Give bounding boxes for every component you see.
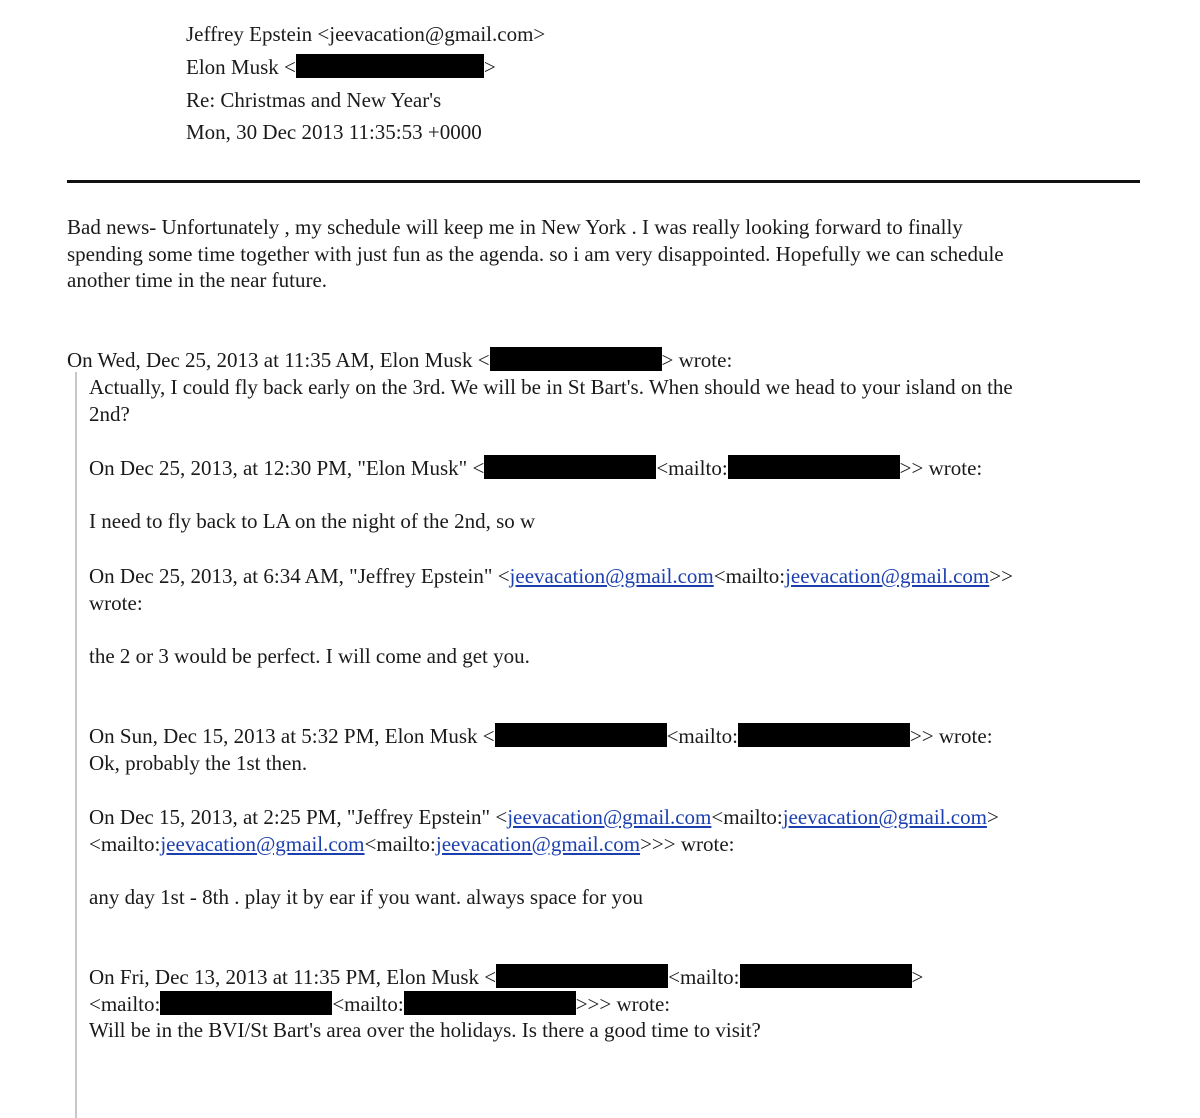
quote1-line: 2nd? xyxy=(89,401,130,426)
quote3-mailto: <mailto: xyxy=(713,564,786,588)
quote5-body xyxy=(89,884,643,911)
redaction-box xyxy=(740,964,912,988)
quote1-attr-post: > wrote: xyxy=(661,348,733,372)
quote6-attr-line1 xyxy=(89,964,923,991)
quote3-wrote: wrote: xyxy=(89,590,143,615)
quote4-body xyxy=(89,750,307,777)
quote4-attr-mid: <mailto: xyxy=(666,724,738,748)
quote6-close1: > xyxy=(911,965,924,989)
redaction-box xyxy=(160,991,332,1015)
quote6-attr-pre: On Fri, Dec 13, 2013 at 11:35 PM, Elon Musk < xyxy=(89,965,497,989)
email-link[interactable]: jeevacation@gmail.com xyxy=(435,831,641,856)
message-body xyxy=(67,214,1004,294)
quote2-line: I need to fly back to LA on the night of the 2nd, so w xyxy=(89,509,536,533)
redaction-box xyxy=(484,455,656,479)
quote6-mailto1: <mailto: xyxy=(668,965,740,989)
quote2-attr-pre: On Dec 25, 2013, at 12:30 PM, "Elon Musk" < xyxy=(89,456,485,480)
quote6-mailto2: <mailto: xyxy=(89,991,161,1016)
redaction-box xyxy=(496,964,668,988)
quote6-attr-line2 xyxy=(89,991,923,1018)
body-line: spending some time together with just fun as the agenda. so i am very disappointed. Hopefully we can schedule xyxy=(67,241,1004,266)
quote1-line: Actually, I could fly back early on the 3rd. We will be in St Bart's. When should we head to your island on the xyxy=(89,375,1013,399)
email-link[interactable]: jeevacation@gmail.com xyxy=(785,564,990,588)
quote2-attribution xyxy=(89,455,982,482)
quote2-attr-mid: <mailto: xyxy=(656,456,728,480)
email-link[interactable]: jeevacation@gmail.com xyxy=(509,564,714,588)
quote5-line: any day 1st - 8th . play it by ear if you want. always space for you xyxy=(89,885,644,909)
from-value: Jeffrey Epstein <jeevacation@gmail.com> xyxy=(186,22,546,46)
quote4-attr-post: >> wrote: xyxy=(909,724,993,748)
date-value: Mon, 30 Dec 2013 11:35:53 +0000 xyxy=(186,120,482,144)
email-link[interactable]: jeevacation@gmail.com xyxy=(507,805,712,829)
quote5-close1: > xyxy=(986,805,999,829)
quote1-attribution xyxy=(67,347,732,374)
quote4-line: Ok, probably the 1st then. xyxy=(89,751,308,775)
quote3-attr-post: >> xyxy=(989,564,1013,588)
quote3-attr-line xyxy=(89,563,1013,590)
quote4-attribution xyxy=(89,723,993,750)
to-value-pre: Elon Musk < xyxy=(186,55,296,79)
quote1-body xyxy=(89,374,1013,427)
quote4-attr-pre: On Sun, Dec 15, 2013 at 5:32 PM, Elon Musk < xyxy=(89,724,495,748)
redaction-box xyxy=(296,54,484,78)
quote6-attribution xyxy=(89,964,923,1044)
quote3-line: the 2 or 3 would be perfect. I will come and get you. xyxy=(89,644,530,668)
quote1-attr-pre: On Wed, Dec 25, 2013 at 11:35 AM, Elon Musk < xyxy=(67,348,490,372)
quote5-attr-line1 xyxy=(89,804,999,831)
quote5-attr-post: >>> wrote: xyxy=(640,831,735,856)
redaction-box xyxy=(490,347,662,371)
to-value-post: > xyxy=(483,55,496,79)
quote2-body xyxy=(89,508,535,535)
header-divider xyxy=(67,180,1140,183)
quote3-attr-pre: On Dec 25, 2013, at 6:34 AM, "Jeffrey Epstein" < xyxy=(89,564,510,588)
quote3-body xyxy=(89,643,530,670)
to-value xyxy=(186,52,496,82)
quote3-attribution xyxy=(89,563,1013,616)
quote2-attr-post: >> wrote: xyxy=(899,456,983,480)
redaction-box xyxy=(728,455,900,479)
email-link[interactable]: jeevacation@gmail.com xyxy=(782,805,987,829)
quote5-attribution xyxy=(89,804,999,857)
body-line: Bad news- Unfortunately , my schedule will keep me in New York . I was really looking forward to finally xyxy=(67,215,963,239)
quote-bar xyxy=(75,372,77,1118)
quote6-mailto3: <mailto: xyxy=(332,991,404,1016)
quote6-attr-post: >>> wrote: xyxy=(575,991,671,1016)
redaction-box xyxy=(404,991,576,1015)
body-line: another time in the near future. xyxy=(67,268,328,292)
quote5-mailto2: <mailto: xyxy=(89,831,161,856)
quote5-attr-pre: On Dec 15, 2013, at 2:25 PM, "Jeffrey Epstein" < xyxy=(89,805,508,829)
quote6-line: Will be in the BVI/St Bart's area over the holidays. Is there a good time to visit? xyxy=(89,1018,761,1042)
quote5-mailto3: <mailto: xyxy=(364,831,436,856)
quote5-mailto1: <mailto: xyxy=(711,805,783,829)
quote5-attr-line2 xyxy=(89,831,999,858)
redaction-box xyxy=(738,723,910,747)
email-link[interactable]: jeevacation@gmail.com xyxy=(160,831,365,856)
subject-value: Re: Christmas and New Year's xyxy=(186,88,442,112)
redaction-box xyxy=(495,723,667,747)
